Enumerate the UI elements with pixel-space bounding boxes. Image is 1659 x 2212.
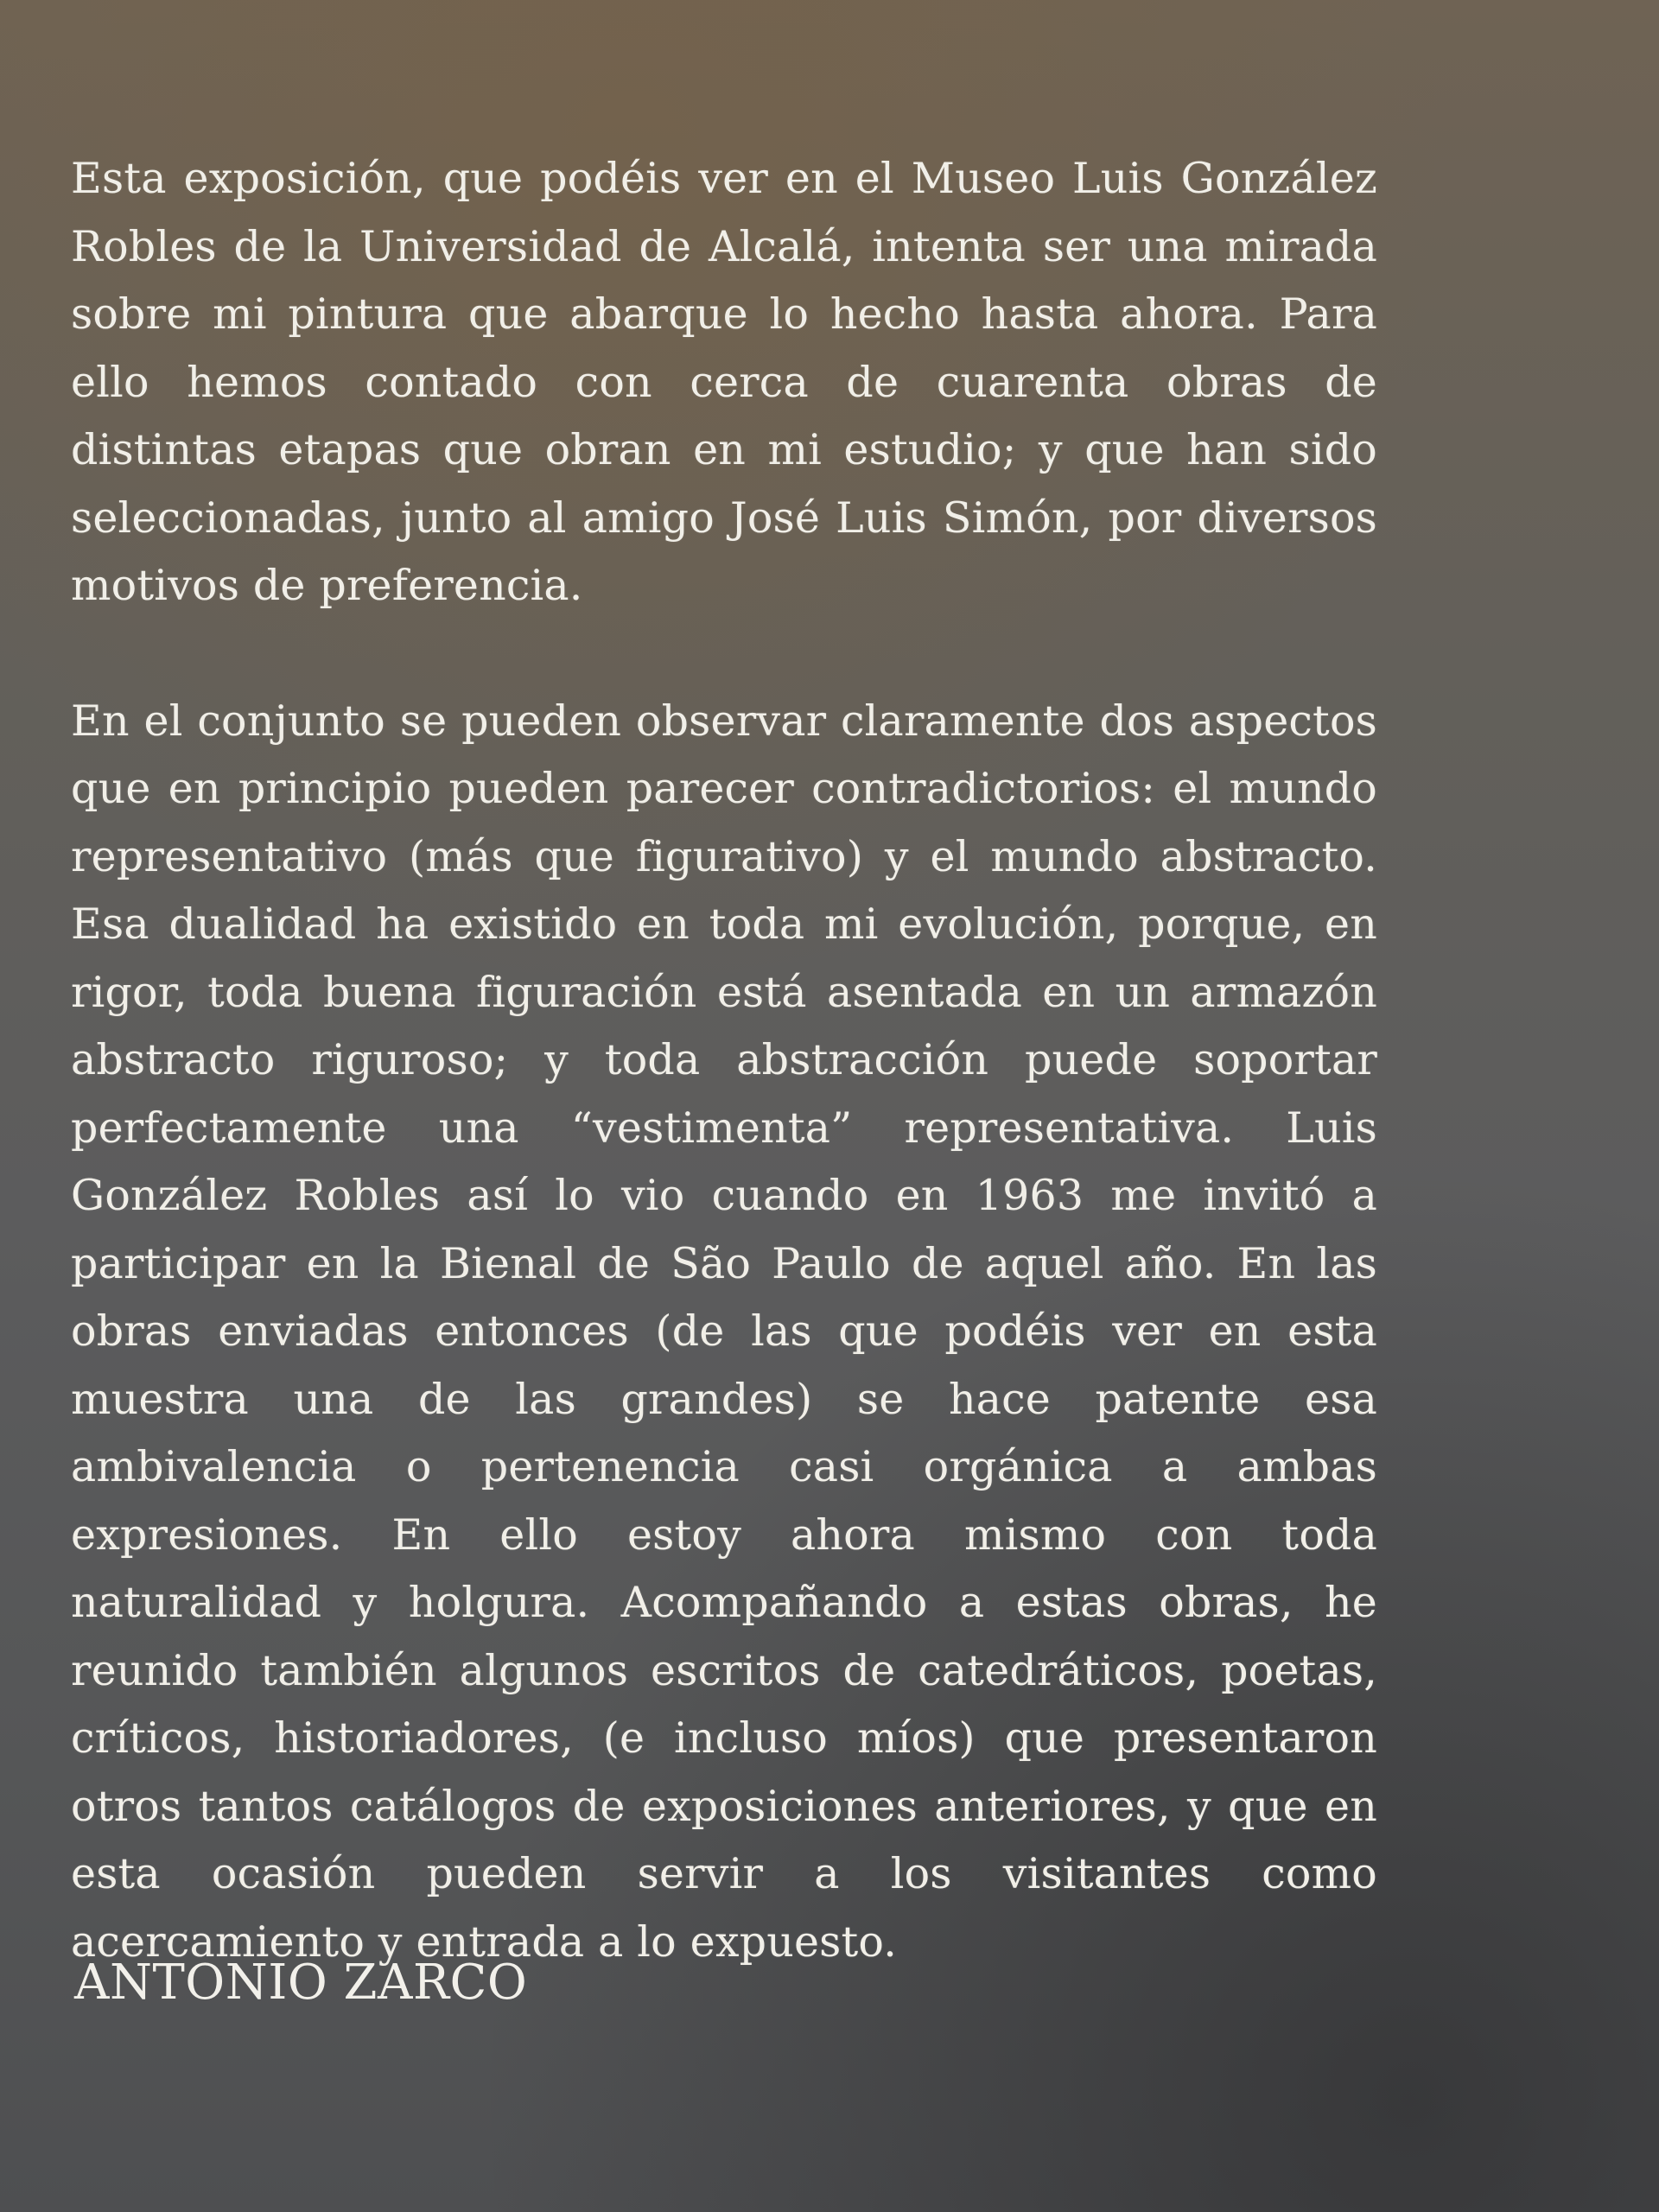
- panel-text-block: [71, 145, 1377, 1976]
- paragraph-body: En el conjunto se pueden observar claramente dos aspectos que en principio pueden parecer contradictorios: el mundo representativo (más que figurativo) y el mundo abstracto. Esa dualidad ha existido en toda mi evolución, porque, en rigor, toda buena figuración está asentada en un armazón abstracto riguroso; y toda abstracción puede soportar perfectamente una “vestimenta” representativa. Luis González Robles así lo vio cuando en 1963 me invitó a participar en la Bienal de São Paulo de aquel año. En las obras enviadas entonces (de las que podéis ver en esta muestra una de las grandes) se hace patente esa ambivalencia o pertenencia casi orgánica a ambas expresiones. En ello estoy ahora mismo con toda naturalidad y holgura. Acompañando a estas obras, he reunido también algunos escritos de catedráticos, poetas, críticos, historiadores, (e incluso míos) que presentaron otros tantos catálogos de exposiciones anteriores, y que en esta ocasión pueden servir a los visitantes como acercamiento y entrada a lo expuesto.: [71, 696, 1377, 1967]
- paragraph-intro: Esta exposición, que podéis ver en el Museo Luis González Robles de la Universidad de Alcalá, intenta ser una mirada sobre mi pintura que abarque lo hecho hasta ahora. Para ello hemos contado con cerca de cuarenta obras de distintas etapas que obran en mi estudio; y que han sido seleccionadas, junto al amigo José Luis Simón, por diversos motivos de preferencia.: [71, 154, 1377, 610]
- author-signature: ANTONIO ZARCO: [74, 1955, 528, 2011]
